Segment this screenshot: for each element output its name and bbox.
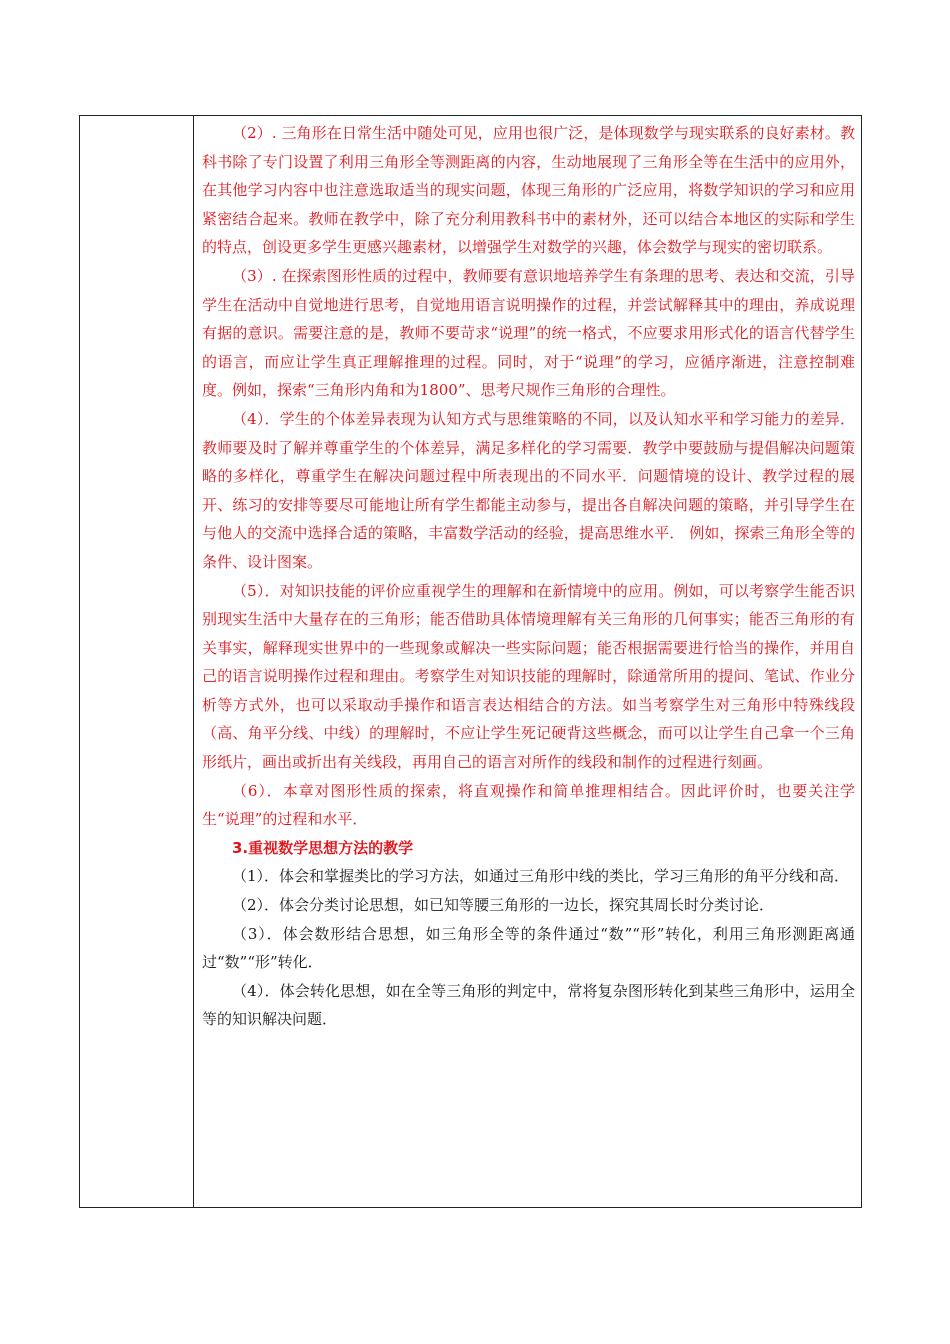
paragraph-2: （2）. 三角形在日常生活中随处可见，应用也很广泛，是体现数学与现实联系的良好素材。教科书除了专门设置了利用三角形全等测距离的内容，生动地展现了三角形全等在生活中的应用外，在其他学习内容中也注意选取适当的现实问题，体现三角形的广泛应用，将数学知识的学习和应用紧密结合起来。教师在教学中，除了充分利用教科书中的素材外，还可以结合本地区的实际和学生的特点，创设更多学生更感兴趣素材，以增强学生对数学的兴趣，体会数学与现实的密切联系。	[202, 124, 855, 257]
table-left-cell	[80, 116, 194, 1207]
method-item-3: （3）．体会数形结合思想，如三角形全等的条件通过“数”“形”转化，利用三角形测距离通过“数”“形”转化．	[202, 924, 855, 972]
method-item-4: （4）．体会转化思想，如在全等三角形的判定中，常将复杂图形转化到某些三角形中，运用全等的知识解决问题．	[202, 981, 855, 1029]
paragraph-6: （6）．本章对图形性质的探索，将直观操作和简单推理相结合。因此评价时，也要关注学生“说理”的过程和水平．	[202, 781, 855, 829]
paragraph-5: （5）．对知识技能的评价应重视学生的理解和在新情境中的应用。例如，可以考察学生能否识别现实生活中大量存在的三角形；能否借助具体情境理解有关三角形的几何事实；能否三角形的有关事实，解释现实世界中的一些现象或解决一些实际问题；能否根据需要进行恰当的操作，并用自己的语言说明操作过程和理由。考察学生对知识技能的理解时，除通常所用的提问、笔试、作业分析等方式外，也可以采取动手操作和语言表达相结合的方法。如当考察学生对三角形中特殊线段（高、角平分线、中线）的理解时，不应让学生死记硬背这些概念，而可以让学生自己拿一个三角形纸片，画出或折出有关线段，再用自己的语言对所作的线段和制作的过程进行刻画。	[202, 581, 855, 772]
paragraph-4: （4）．学生的个体差异表现为认知方式与思维策略的不同，以及认知水平和学习能力的差异．教师要及时了解并尊重学生的个体差异，满足多样化的学习需要．教学中要鼓励与提倡解决问题策略的多样化，尊重学生在解决问题过程中所表现出的不同水平．问题情境的设计、教学过程的展开、练习的安排等要尽可能地让所有学生都能主动参与，提出各自解决问题的策略，并引导学生在与他人的交流中选择合适的策略，丰富数学活动的经验，提高思维水平． 例如，探索三角形全等的条件、设计图案。	[202, 409, 855, 571]
method-item-1: （1）．体会和掌握类比的学习方法，如通过三角形中线的类比，学习三角形的角平分线和高．	[232, 867, 850, 886]
content-table	[79, 115, 862, 1208]
table-right-cell	[194, 116, 861, 1207]
section-heading: 3.重视数学思想方法的教学	[232, 838, 414, 857]
paragraph-3: （3）. 在探索图形性质的过程中，教师要有意识地培养学生有条理的思考、表达和交流，引导学生在活动中自觉地进行思考，自觉地用语言说明操作的过程，并尝试解释其中的理由，养成说理有据的意识。需要注意的是，教师不要苛求“说理”的统一格式，不应要求用形式化的语言代替学生的语言，而应让学生真正理解推理的过程。同时，对于“说理”的学习，应循序渐进，注意控制难度。例如，探索“三角形内角和为1800”、思考尺规作三角形的合理性。	[202, 266, 855, 400]
method-item-2: （2）．体会分类讨论思想，如已知等腰三角形的一边长，探究其周长时分类讨论．	[232, 896, 775, 915]
